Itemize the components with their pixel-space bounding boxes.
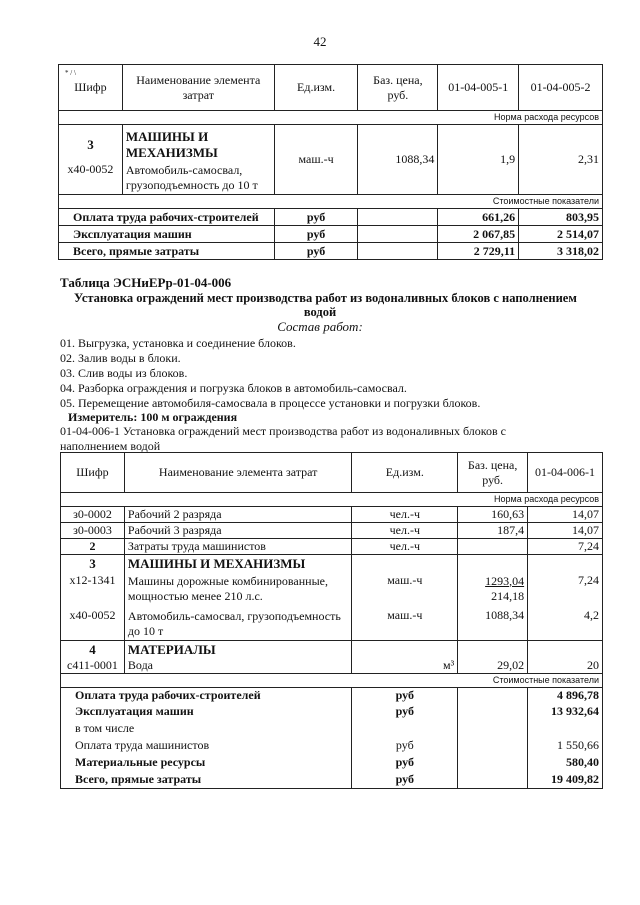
row-price: 29,02 — [458, 658, 528, 674]
header-col1: 01-04-006-1 — [528, 453, 603, 493]
total-name: Эксплуатация машин — [59, 226, 275, 243]
row-value: 4,2 — [528, 605, 603, 641]
row-unit: маш.-ч — [274, 125, 358, 195]
row-price: 187,4 — [458, 523, 528, 539]
row-code: х40-0052 — [67, 162, 114, 176]
header-code: * / \ Шифр — [59, 65, 123, 111]
measure-unit: Измеритель: 100 м ограждения — [68, 410, 238, 424]
section-name-cell — [122, 125, 274, 195]
section-heading-line1: Установка ограждений мест производства работ из водоналивных блоков с наполнением — [74, 291, 577, 305]
header-col1: 01-04-005-1 — [438, 65, 519, 111]
row-price: 1088,34 — [458, 605, 528, 641]
row-value: 20 — [528, 658, 603, 674]
row-code: з0-0002 — [61, 507, 125, 523]
row-code: с411-0001 — [61, 658, 125, 674]
total-name: в том числе — [61, 720, 352, 736]
corner-mark: * / \ — [65, 69, 76, 77]
total-name: Оплата труда рабочих-строителей — [61, 687, 352, 703]
table-title: Таблица ЭСНиЕРр-01-04-006 — [60, 275, 232, 290]
row-price: 1088,34 — [358, 125, 438, 195]
total-name: Всего, прямые затраты — [59, 243, 275, 260]
row-name: Автомобиль-самосвал, грузоподъемность до 10 т — [124, 605, 352, 641]
header-price: Баз. цена, руб. — [458, 453, 528, 493]
total-unit: руб — [274, 209, 358, 226]
total-name: Оплата труда машинистов — [61, 736, 352, 754]
total-value-2: 3 318,02 — [519, 243, 603, 260]
row-name: Затраты труда машинистов — [124, 539, 352, 555]
section-cell — [59, 125, 123, 195]
row-unit: чел.-ч — [352, 539, 458, 555]
cost-label: Стоимостные показатели — [59, 195, 603, 209]
total-unit: руб — [274, 226, 358, 243]
table-row — [61, 658, 603, 674]
row-code: з0-0003 — [61, 523, 125, 539]
header-name: Наименование элемента затрат — [122, 65, 274, 111]
table-row — [61, 523, 603, 539]
section-title: МАШИНЫ И МЕХАНИЗМЫ — [124, 555, 352, 573]
table-row — [61, 573, 603, 605]
row-value-1: 1,9 — [438, 125, 519, 195]
total-value-1: 2 729,11 — [438, 243, 519, 260]
row-name: Вода — [124, 658, 352, 674]
total-value-1: 2 067,85 — [438, 226, 519, 243]
total-name: Эксплуатация машин — [61, 703, 352, 720]
resource-table-006 — [60, 452, 603, 789]
row-value: 7,24 — [528, 573, 603, 605]
table-row — [61, 507, 603, 523]
row-code: х12-1341 — [61, 573, 125, 605]
row-value: 7,24 — [528, 539, 603, 555]
norm-label: Норма расхода ресурсов — [59, 111, 603, 125]
norm-label: Норма расхода ресурсов — [61, 493, 603, 507]
total-value: 19 409,82 — [528, 771, 603, 788]
work-item: 03. Слив воды из блоков. — [60, 366, 188, 380]
total-unit: руб — [352, 703, 458, 720]
header-unit: Ед.изм. — [274, 65, 358, 111]
total-unit: руб — [352, 687, 458, 703]
section-number: 4 — [61, 641, 125, 658]
total-unit: руб — [352, 736, 458, 754]
header-code: Шифр — [61, 453, 125, 493]
row-unit: маш.-ч — [352, 573, 458, 605]
section-number: 3 — [61, 555, 125, 573]
total-unit: руб — [274, 243, 358, 260]
total-value — [528, 720, 603, 736]
table-row — [61, 605, 603, 641]
resource-table-005 — [58, 64, 603, 260]
section-title: МАШИНЫ И МЕХАНИЗМЫ — [125, 129, 218, 160]
total-unit: руб — [352, 754, 458, 771]
row-unit: чел.-ч — [352, 507, 458, 523]
work-item: 04. Разборка ограждения и погрузка блоков в автомобиль-самосвал. — [60, 381, 407, 395]
section-heading-line2: водой — [303, 305, 337, 319]
row-value: 14,07 — [528, 523, 603, 539]
total-unit: руб — [352, 771, 458, 788]
total-value: 13 932,64 — [528, 703, 603, 720]
composition-heading: Состав работ: — [277, 319, 363, 334]
total-name: Материальные ресурсы — [61, 754, 352, 771]
row-name: Рабочий 3 разряда — [124, 523, 352, 539]
header-col2: 01-04-005-2 — [519, 65, 603, 111]
item-description-line1: 01-04-006-1 Установка ограждений мест производства работ из водоналивных блоков с — [60, 424, 506, 438]
row-value: 14,07 — [528, 507, 603, 523]
work-item: 05. Перемещение автомобиля-самосвала в процессе установки и погрузки блоков. — [60, 396, 481, 410]
row-name: Машины дорожные комбинированные, мощностью менее 210 л.с. — [124, 573, 352, 605]
row-value-2: 2,31 — [519, 125, 603, 195]
work-item: 02. Залив воды в блоки. — [60, 351, 181, 365]
cost-label: Стоимостные показатели — [61, 673, 603, 687]
row-unit: м³ — [352, 658, 458, 674]
header-name: Наименование элемента затрат — [124, 453, 352, 493]
total-name: Оплата труда рабочих-строителей — [59, 209, 275, 226]
header-price: Баз. цена, руб. — [358, 65, 438, 111]
section-title: МАТЕРИАЛЫ — [124, 641, 352, 658]
row-code: 2 — [61, 539, 125, 555]
section-number: 3 — [87, 137, 94, 152]
work-item: 01. Выгрузка, установка и соединение блоков. — [60, 336, 296, 350]
page-number: 42 — [313, 34, 327, 49]
row-unit: маш.-ч — [352, 605, 458, 641]
total-value-1: 661,26 — [438, 209, 519, 226]
total-value-2: 2 514,07 — [519, 226, 603, 243]
row-code: х40-0052 — [61, 605, 125, 641]
header-unit: Ед.изм. — [352, 453, 458, 493]
total-unit — [352, 720, 458, 736]
item-description-line2: наполнением водой — [60, 439, 161, 453]
row-name: Рабочий 2 разряда — [124, 507, 352, 523]
total-value: 1 550,66 — [528, 736, 603, 754]
row-unit: чел.-ч — [352, 523, 458, 539]
row-name: Автомобиль-самосвал, грузоподъемность до 10 т — [125, 163, 258, 192]
total-value: 580,40 — [528, 754, 603, 771]
row-price: 1293,04 214,18 — [458, 573, 528, 605]
total-name: Всего, прямые затраты — [61, 771, 352, 788]
table-row — [61, 539, 603, 555]
total-value: 4 896,78 — [528, 687, 603, 703]
row-price: 160,63 — [458, 507, 528, 523]
total-value-2: 803,95 — [519, 209, 603, 226]
